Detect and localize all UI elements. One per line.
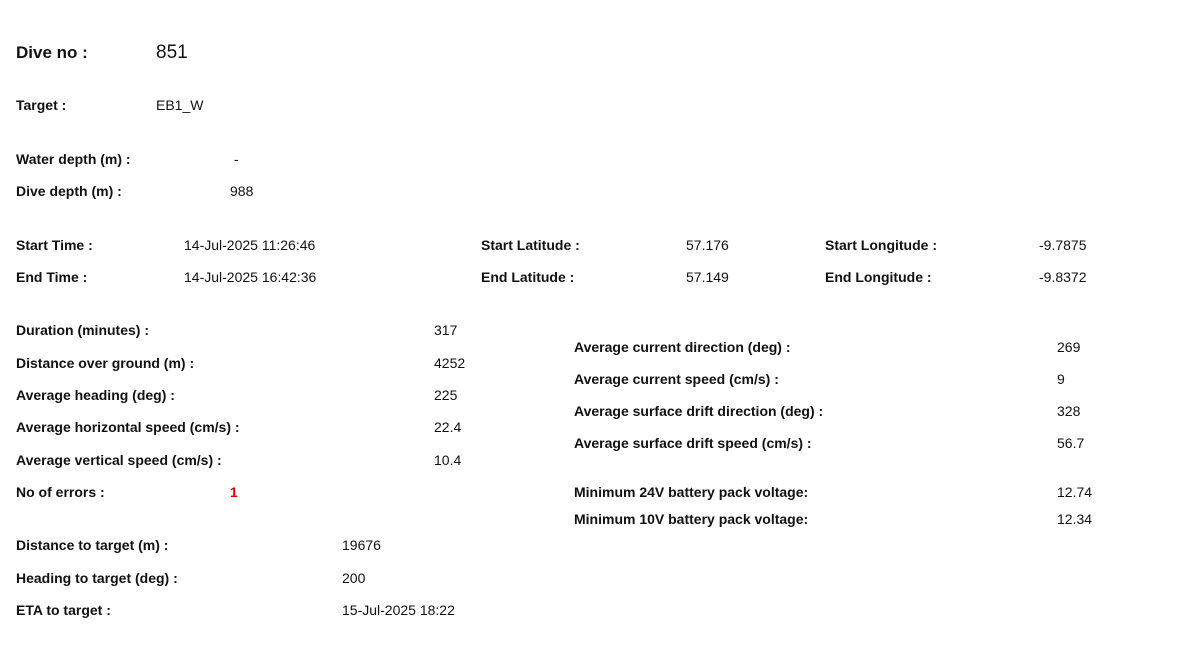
start-longitude-label: Start Longitude : (825, 237, 937, 253)
start-latitude-value: 57.176 (686, 237, 729, 253)
eta-to-target-value: 15-Jul-2025 18:22 (342, 602, 455, 618)
average-surface-drift-speed-label: Average surface drift speed (cm/s) : (574, 435, 812, 451)
min-10v-battery-value: 12.34 (1057, 511, 1093, 527)
water-depth-label: Water depth (m) : (16, 151, 131, 167)
heading-to-target-label: Heading to target (deg) : (16, 570, 178, 586)
dive-depth-value: 988 (230, 183, 254, 199)
average-current-direction-value: 269 (1057, 339, 1081, 355)
average-vertical-speed-label: Average vertical speed (cm/s) : (16, 452, 222, 468)
distance-over-ground-value: 4252 (434, 355, 466, 371)
average-current-direction-label: Average current direction (deg) : (574, 339, 791, 355)
average-current-speed-label: Average current speed (cm/s) : (574, 371, 779, 387)
end-time-label: End Time : (16, 269, 88, 285)
start-longitude-value: -9.7875 (1039, 237, 1087, 253)
end-longitude-label: End Longitude : (825, 269, 932, 285)
average-surface-drift-direction-value: 328 (1057, 403, 1081, 419)
start-time-value: 14-Jul-2025 11:26:46 (184, 237, 316, 253)
start-time-label: Start Time : (16, 237, 93, 253)
end-latitude-label: End Latitude : (481, 269, 575, 285)
heading-to-target-value: 200 (342, 570, 366, 586)
duration-label: Duration (minutes) : (16, 322, 149, 338)
distance-over-ground-label: Distance over ground (m) : (16, 355, 195, 371)
average-horizontal-speed-label: Average horizontal speed (cm/s) : (16, 419, 240, 435)
duration-value: 317 (434, 322, 458, 338)
distance-to-target-label: Distance to target (m) : (16, 537, 169, 553)
start-latitude-label: Start Latitude : (481, 237, 580, 253)
min-10v-battery-label: Minimum 10V battery pack voltage: (574, 511, 809, 527)
end-latitude-value: 57.149 (686, 269, 729, 285)
min-24v-battery-label: Minimum 24V battery pack voltage: (574, 484, 809, 500)
average-horizontal-speed-value: 22.4 (434, 419, 462, 435)
target-value: EB1_W (156, 97, 204, 113)
errors-value: 1 (230, 484, 238, 500)
dive-no-value: 851 (156, 42, 188, 63)
dive-depth-label: Dive depth (m) : (16, 183, 122, 199)
dive-no-label: Dive no : (16, 43, 88, 62)
average-surface-drift-speed-value: 56.7 (1057, 435, 1085, 451)
average-vertical-speed-value: 10.4 (434, 452, 462, 468)
min-24v-battery-value: 12.74 (1057, 484, 1093, 500)
average-heading-value: 225 (434, 387, 458, 403)
end-time-value: 14-Jul-2025 16:42:36 (184, 269, 317, 285)
errors-label: No of errors : (16, 484, 105, 500)
target-label: Target : (16, 97, 67, 113)
distance-to-target-value: 19676 (342, 537, 381, 553)
average-current-speed-value: 9 (1057, 371, 1065, 387)
average-heading-label: Average heading (deg) : (16, 387, 175, 403)
water-depth-value: - (234, 151, 239, 167)
eta-to-target-label: ETA to target : (16, 602, 111, 618)
end-longitude-value: -9.8372 (1039, 269, 1087, 285)
average-surface-drift-direction-label: Average surface drift direction (deg) : (574, 403, 824, 419)
